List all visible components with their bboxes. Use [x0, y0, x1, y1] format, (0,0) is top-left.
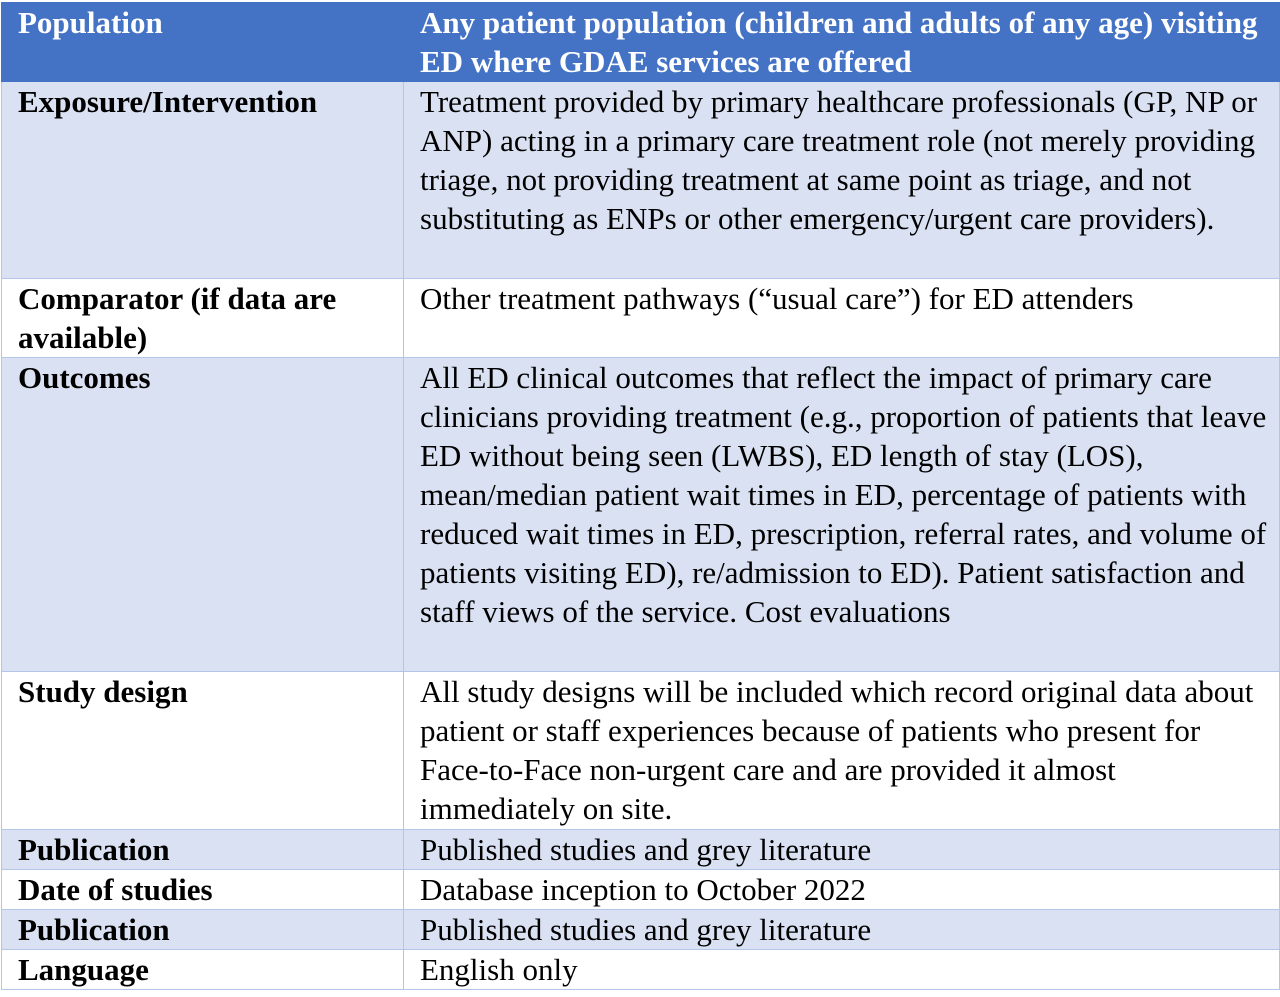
row-label: Study design — [2, 672, 404, 830]
row-value: Treatment provided by primary healthcare professionals (GP, NP or ANP) acting in a primary care treatment role (not merely providing triage, not providing treatment at same point as triage, and not substituting as ENPs or other emergency/urgent care providers). — [404, 82, 1280, 279]
row-label: Publication — [2, 830, 404, 870]
criteria-table — [1, 2, 1280, 990]
row-value: English only — [404, 950, 1280, 990]
row-label: Language — [2, 950, 404, 990]
row-label: Publication — [2, 910, 404, 950]
header-label-cell: Population — [2, 3, 404, 82]
table-header-row — [2, 3, 1280, 82]
table-row — [2, 82, 1280, 279]
row-label: Comparator (if data are available) — [2, 279, 404, 358]
row-label: Date of studies — [2, 870, 404, 910]
table-row — [2, 830, 1280, 870]
row-label: Outcomes — [2, 358, 404, 672]
row-label: Exposure/Intervention — [2, 82, 404, 279]
row-value: All study designs will be included which record original data about patient or staff experiences because of patients who present for Face-to-Face non-urgent care and are provided it almost immediately on site. — [404, 672, 1280, 830]
row-value: All ED clinical outcomes that reflect the impact of primary care clinicians providing treatment (e.g., proportion of patients that leave ED without being seen (LWBS), ED length of stay (LOS), mean/median patient wait times in ED, percentage of patients with reduced wait times in ED, prescription, referral rates, and volume of patients visiting ED), re/admission to ED). Patient satisfaction and staff views of the service. Cost evaluations — [404, 358, 1280, 672]
table-row — [2, 910, 1280, 950]
header-value-cell: Any patient population (children and adults of any age) visiting ED where GDAE services are offered — [404, 3, 1280, 82]
row-value: Published studies and grey literature — [404, 830, 1280, 870]
row-value: Published studies and grey literature — [404, 910, 1280, 950]
table-row — [2, 358, 1280, 672]
table-row — [2, 870, 1280, 910]
table-row — [2, 279, 1280, 358]
row-value: Database inception to October 2022 — [404, 870, 1280, 910]
row-value: Other treatment pathways (“usual care”) for ED attenders — [404, 279, 1280, 358]
table-row — [2, 672, 1280, 830]
table-row — [2, 950, 1280, 990]
